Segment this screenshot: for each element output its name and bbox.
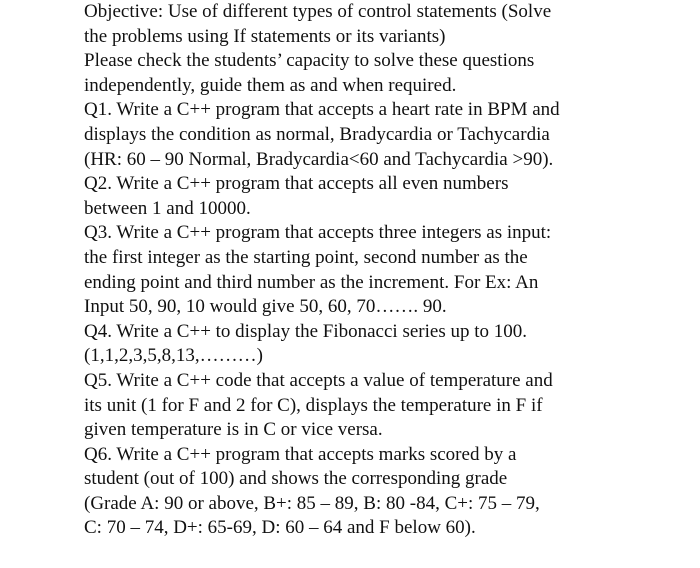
q5-line-2: its unit (1 for F and 2 for C), displays the temperature in F if: [84, 394, 543, 416]
q6-line-2: student (out of 100) and shows the corresponding grade: [84, 468, 508, 490]
instruction-line-2: independently, guide them as and when required.: [84, 74, 457, 96]
instruction-line-1: Please check the students’ capacity to solve these questions: [84, 50, 535, 72]
objective-line-1: Objective: Use of different types of control statements (Solve: [84, 1, 552, 22]
q1-line-1: Q1. Write a C++ program that accepts a heart rate in BPM and: [84, 99, 560, 121]
q6-line-4: C: 70 – 74, D+: 65-69, D: 60 – 64 and F below 60).: [84, 517, 476, 539]
q6-line-1: Q6. Write a C++ program that accepts marks scored by a: [84, 443, 517, 465]
q2-line-2: between 1 and 10000.: [84, 197, 251, 219]
objective-line-2: the problems using If statements or its variants): [84, 25, 446, 47]
q1-line-3: (HR: 60 – 90 Normal, Bradycardia<60 and Tachycardia >90).: [84, 148, 554, 170]
q6-line-3: (Grade A: 90 or above, B+: 85 – 89, B: 80 -84, C+: 75 – 79,: [84, 492, 540, 514]
q4-line-2: (1,1,2,3,5,8,13,………): [84, 345, 263, 367]
assignment-document: [84, 0, 684, 541]
q2-line-1: Q2. Write a C++ program that accepts all even numbers: [84, 173, 509, 195]
q3-line-2: the first integer as the starting point, second number as the: [84, 246, 528, 268]
q3-line-1: Q3. Write a C++ program that accepts three integers as input:: [84, 222, 552, 244]
q3-line-3: ending point and third number as the increment. For Ex: An: [84, 271, 539, 293]
q5-line-1: Q5. Write a C++ code that accepts a value of temperature and: [84, 369, 553, 391]
q5-line-3: given temperature is in C or vice versa.: [84, 419, 383, 441]
q4-line-1: Q4. Write a C++ to display the Fibonacci series up to 100.: [84, 320, 527, 342]
q1-line-2: displays the condition as normal, Bradycardia or Tachycardia: [84, 123, 550, 145]
q3-line-4: Input 50, 90, 10 would give 50, 60, 70……. 90.: [84, 296, 447, 318]
